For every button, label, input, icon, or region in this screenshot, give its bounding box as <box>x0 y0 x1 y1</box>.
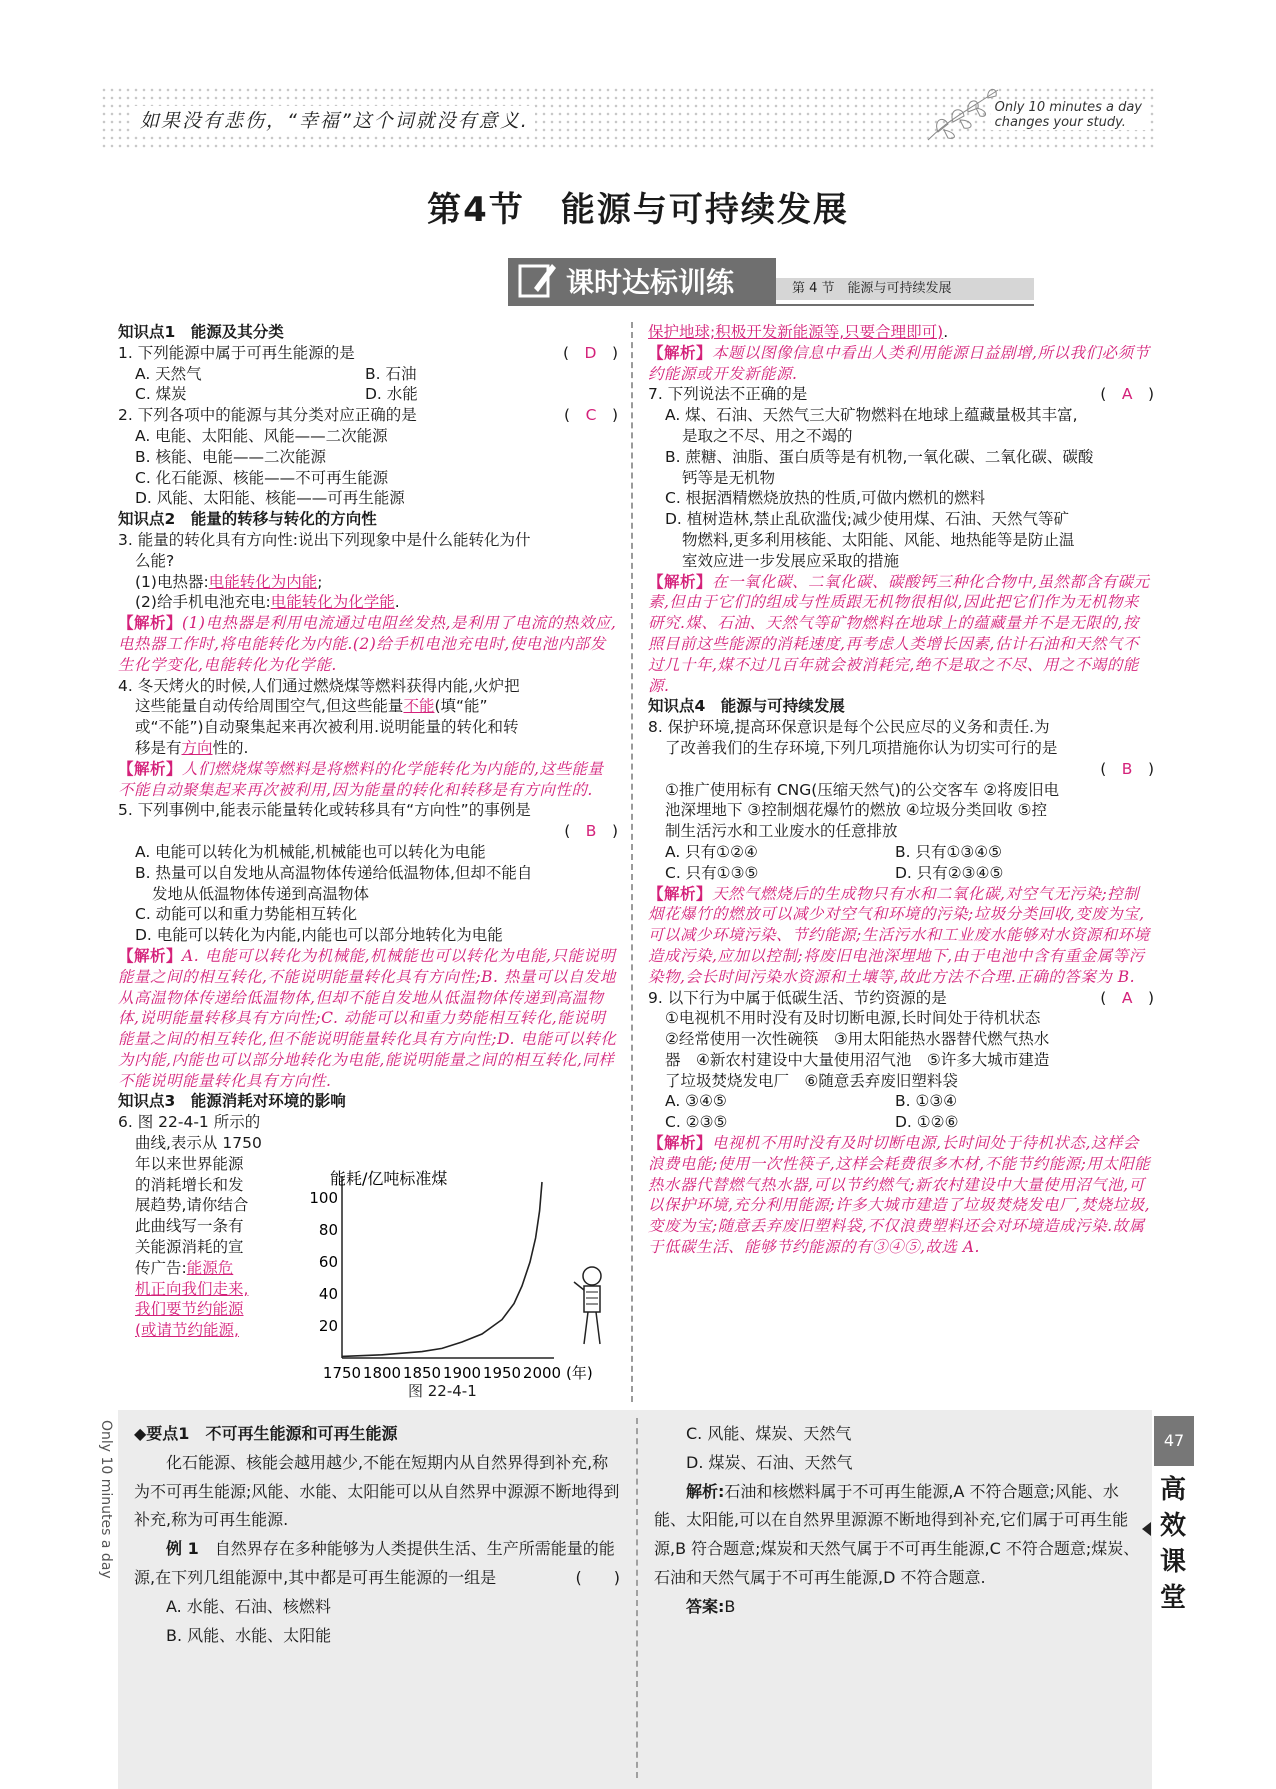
q3-explanation-text: (1)电热器是利用电流通过电阻丝发热,是利用了电流的热效应,电热器工作时,将电能转化为内能.(2)给手机电池充电时,使电池内部发生化学变化,电能转化为化学能. <box>118 614 617 674</box>
q8-options-row1 <box>648 842 1154 863</box>
q1-option-a: A. 天然气 <box>135 364 202 383</box>
example-option-c: C. 风能、煤炭、天然气 <box>686 1424 852 1443</box>
x-tick-label: 1900 <box>442 1364 482 1382</box>
key-point-paragraph: 化石能源、核能会越用越少,不能在短期内从自然界得到补充,称为不可再生能源;风能、水能、太阳能可以从自然界中源源不断地得到补充,称为可再生能源. <box>134 1452 620 1530</box>
q8-option-c: C. 只有①③⑤ <box>665 863 759 882</box>
q6-continued: 保护地球;积极开发新能源等,只要合理即可). <box>648 323 949 341</box>
example-answer <box>654 1593 1144 1622</box>
header-motto: 如果没有悲伤，“幸福”这个词就没有意义. <box>134 106 535 133</box>
banner-subtitle: 第 4 节 能源与可持续发展 <box>776 278 1034 300</box>
q1-options-row2 <box>118 384 618 405</box>
question-7-answer: ( A ) <box>1100 385 1154 404</box>
question-3-line1: 3. 能量的转化具有方向性:说出下列现象中是什么能转化为什 <box>118 530 531 549</box>
q4-line2-text: 这些能量自动传给周围空气,但这些能量 <box>135 697 404 716</box>
q7-choice: A <box>1121 385 1133 404</box>
q1-option-b: B. 石油 <box>365 364 417 383</box>
question-4-line1: 4. 冬天烤火的时候,人们通过燃烧煤等燃料获得内能,火炉把 <box>118 676 520 695</box>
question-4-line4 <box>118 738 618 759</box>
q7-option-d-line1: D. 植树造林,禁止乱砍滥伐;减少使用煤、石油、天然气等矿 <box>665 510 1069 529</box>
question-2 <box>118 405 618 426</box>
q8-option-b: B. 只有①③④⑤ <box>895 842 1003 861</box>
person-illustration-icon <box>574 1267 601 1344</box>
q9-options-row1 <box>648 1091 1154 1112</box>
q6-line2: 曲线,表示从 1750 <box>135 1134 262 1153</box>
q7-option-b-line2: 钙等是无机物 <box>682 468 776 487</box>
q5-option-b-line1: B. 热量可以自发地从高温物体传递给低温物体,但却不能自 <box>135 863 533 882</box>
q1-options-row1 <box>118 364 618 385</box>
q9-explanation <box>648 1133 1154 1258</box>
q8-line3: ①推广使用标有 CNG(压缩天然气)的公交客车 ②将废旧电 <box>665 780 1060 799</box>
question-9 <box>648 988 1154 1009</box>
y-tick-label: 60 <box>318 1253 338 1271</box>
q7-option-b-line1: B. 蔗糖、油脂、蛋白质等是有机物,一氧化碳、二氧化碳、碳酸 <box>665 447 1094 466</box>
explanation-tag: 【解析】 <box>648 884 713 903</box>
q2-option-c: C. 化石能源、核能——不可再生能源 <box>135 468 389 487</box>
page-title: 第4节 能源与可持续发展 <box>427 190 849 230</box>
q6-line7: 关能源消耗的宣 <box>135 1238 244 1257</box>
q1-option-d: D. 水能 <box>365 385 418 404</box>
q5-option-a: A. 电能可以转化为机械能,机械能也可以转化为电能 <box>135 842 486 861</box>
analysis-text: 石油和核燃料属于不可再生能源,A 不符合题意;风能、水能、太阳能,可以在自然界里源源不断地得到补充,它们属于可再生能源,B 符合题意;煤炭和天然气属于不可再生能源,C 不符合题意;煤炭、石油和天然气属于不可再生能源,D 不符合题意. <box>654 1481 1140 1587</box>
y-tick-label: 40 <box>318 1285 338 1303</box>
q7-explanation-text: 在一氧化碳、二氧化碳、碳酸钙三种化合物中,虽然都含有碳元素,但由于它们的组成与性质跟无机物很相似,因此把它们作为无机物来研究.煤、石油、天然气等矿物燃料在地球上的蕴藏量并不是无限的,按照目前这些能源的消耗速度,再考虑人类增长因素,估计石油和天然气不过几十年,煤不过几百年就会被消耗完,绝不是取之不尽、用之不竭的能源. <box>648 572 1150 695</box>
q9-option-c: C. ②③⑤ <box>665 1113 728 1132</box>
q9-choice: A <box>1121 988 1133 1007</box>
knowledge-point-2: 知识点2 能量的转移与转化的方向性 <box>118 510 377 529</box>
q6-explanation <box>648 343 1154 385</box>
question-9-text: 9. 以下行为中属于低碳生活、节约资源的是 <box>648 988 947 1007</box>
q7-option-a-line2: 是取之不尽、用之不竭的 <box>682 426 853 445</box>
key-point-heading: ◆要点1 不可再生能源和可再生能源 <box>134 1424 398 1443</box>
explanation-tag: 【解析】 <box>118 946 183 965</box>
q6-line4: 的消耗增长和发 <box>135 1175 244 1194</box>
knowledge-point-1: 知识点1 能源及其分类 <box>118 323 284 341</box>
example-text: 自然界存在多种能够为人类提供生活、生产所需能量的能源,在下列几组能源中,其中都是可再生能源的一组是 <box>134 1539 615 1587</box>
key-point-left <box>134 1420 620 1650</box>
q6-answer-1: 能源危 <box>186 1258 234 1277</box>
banner-underline <box>508 304 1034 306</box>
example-label: 例 1 <box>166 1539 199 1559</box>
q2-option-a: A. 电能、太阳能、风能——二次能源 <box>135 426 388 445</box>
y-axis-label: 能耗/亿吨标准煤 <box>330 1169 448 1188</box>
right-column <box>648 322 1154 1258</box>
x-tick-label: 1950 <box>482 1364 522 1382</box>
q4-answer-1: 不能 <box>403 697 435 716</box>
q2-option-d: D. 风能、太阳能、核能——可再生能源 <box>135 489 405 508</box>
q3-part2-label: (2)给手机电池充电: <box>135 593 271 612</box>
q4-line4-tail: 性的. <box>212 738 249 757</box>
q7-option-c: C. 根据酒精燃烧放热的性质,可做内燃机的燃料 <box>665 489 986 508</box>
q6-line8 <box>118 1258 293 1279</box>
q2-choice: C <box>585 406 597 425</box>
q4-answer-2: 方向 <box>181 738 213 757</box>
q8-line2: 了改善我们的生存环境,下列几项措施你认为切实可行的是 <box>665 738 1058 757</box>
question-3-part1: (1)电热器:电能转化为内能; <box>135 572 323 591</box>
q5-explanation <box>118 946 618 1092</box>
q1-choice: D <box>584 343 597 362</box>
q2-option-b: B. 核能、电能——二次能源 <box>135 447 326 466</box>
q5-choice: B <box>585 822 597 841</box>
q8-explanation-text: 天然气燃烧后的生成物只有水和二氧化碳,对空气无污染;控制烟花爆竹的燃放可以减少对空气和环境的污染;垃圾分类回收,变废为宝,可以减少环境污染、节约能源;生活污水和工业废水能够对水资源和环境造成污染,应加以控制;将废旧电池深埋地下,由于电池中含有重金属等污染物,会长时间污染水资源和土壤等,故此方法不合理.正确的答案为 B. <box>648 884 1150 986</box>
q6-explanation-text: 本题以图像信息中看出人类利用能源日益剧增,所以我们必须节约能源或开发新能源. <box>648 343 1150 383</box>
example-1 <box>134 1535 620 1593</box>
q6-line5: 展趋势,请你结合 <box>135 1196 249 1215</box>
question-2-answer: ( C ) <box>564 406 618 425</box>
header-band <box>100 86 1158 148</box>
q7-explanation <box>648 572 1154 697</box>
header-english <box>991 100 1146 130</box>
energy-chart <box>300 1158 630 1408</box>
explanation-tag: 【解析】 <box>118 614 183 633</box>
knowledge-point-4: 知识点4 能源与可持续发展 <box>648 697 845 716</box>
header-english-line1: Only 10 minutes a day <box>994 100 1142 115</box>
question-4-line2 <box>118 696 618 717</box>
q7-option-d-line3: 室效应进一步发展应采取的措施 <box>682 551 900 570</box>
q8-explanation <box>648 884 1154 988</box>
question-5: 5. 下列事例中,能表示能量转化或转移具有“方向性”的事例是 <box>118 801 531 820</box>
y-tick-label: 20 <box>318 1317 338 1335</box>
explanation-tag: 【解析】 <box>118 759 183 778</box>
q6-line6: 此曲线写一条有 <box>135 1217 244 1236</box>
triangle-marker-icon <box>1142 1522 1151 1536</box>
knowledge-point-3: 知识点3 能源消耗对环境的影响 <box>118 1092 346 1111</box>
question-1-text: 1. 下列能源中属于可再生能源的是 <box>118 343 355 362</box>
question-5-answer: ( B ) <box>564 822 618 841</box>
q4-line4-text: 移是有 <box>135 738 182 757</box>
answer-label: 答案: <box>686 1596 725 1616</box>
q7-option-d-line2: 物燃料,更多利用核能、太阳能、风能、地热能等是防止温 <box>682 530 1075 549</box>
side-chinese-label: 高效课堂 <box>1160 1475 1187 1613</box>
example-option-d: D. 煤炭、石油、天然气 <box>686 1452 853 1472</box>
q6-line3: 年以来世界能源 <box>135 1154 244 1173</box>
question-1-answer: ( D ) <box>562 343 618 362</box>
question-8-answer: ( B ) <box>1100 759 1154 778</box>
energy-chart-svg <box>300 1158 630 1408</box>
x-tick-label: 2000 <box>522 1364 562 1382</box>
q7-option-a-line1: A. 煤、石油、天然气三大矿物燃料在地球上蕴藏量极其丰富, <box>665 406 1078 425</box>
question-4-line3: 或“不能”)自动聚集起来再次被利用.说明能量的转化和转 <box>135 718 519 737</box>
q6-line8-text: 传广告: <box>135 1258 187 1277</box>
q6-answer-continued: 保护地球;积极开发新能源等,只要合理即可) <box>648 323 944 341</box>
q6-answer-3: 我们要节约能源 <box>135 1300 244 1319</box>
q8-option-a: A. 只有①②④ <box>665 842 758 861</box>
q3-part2-answer: 电能转化为化学能 <box>270 593 395 612</box>
q9-option-b: B. ①③④ <box>895 1092 958 1111</box>
example-answer-blank: ( ) <box>575 1567 620 1587</box>
figure-caption: 图 22-4-1 <box>408 1382 477 1400</box>
question-3-line2: 么能? <box>135 551 175 570</box>
q5-explanation-text: A. 电能可以转化为机械能,机械能也可以转化为电能,只能说明能量之间的相互转化,不能说明能量转化具有方向性;B. 热量可以自发地从高温物体传递给低温物体,但却不能自发地从低温物体传递到高温物体,说明能量转移具有方向性;C. 动能可以和重力势能相互转化,能说明能量之间的相互转化,但不能说明能量转化具有方向性;D. 电能可以转化为内能,内能也可以部分地转化为电能,能说明能量之间的相互转化,同样不能说明能量转化具有方向性. <box>118 946 617 1090</box>
answer-value: B <box>724 1596 736 1616</box>
side-english-text: Only 10 minutes a day <box>98 1420 114 1579</box>
x-tick-label: 1800 <box>362 1364 402 1382</box>
consumption-line <box>342 1182 542 1356</box>
section-banner <box>508 258 776 304</box>
question-3-part2: (2)给手机电池充电:电能转化为化学能. <box>135 593 400 612</box>
analysis-label: 解析: <box>686 1481 725 1501</box>
q3-explanation <box>118 613 618 675</box>
page-number: 47 <box>1154 1416 1194 1466</box>
explanation-tag: 【解析】 <box>648 1134 713 1153</box>
q8-choice: B <box>1121 759 1133 778</box>
q4-line2-tail: (填“能” <box>434 697 488 716</box>
y-tick-label: 100 <box>309 1189 338 1207</box>
x-tick-label: 1750 <box>322 1364 362 1382</box>
q9-explanation-text: 电视机不用时没有及时切断电源,长时间处于待机状态,这样会浪费电能;使用一次性筷子,这样会耗费很多木材,不能节约能源;用太阳能热水器代替燃气热水器,可以节约燃气;新农村建设中大量使用沼气池,可以保护环境,充分利用能源;许多大城市建造了垃圾焚烧发电厂,焚烧垃圾,变废为宝;随意丢弃废旧塑料袋,不仅浪费塑料还会对环境造成污染.故属于低碳生活、能够节约能源的有③④⑤,故选 A. <box>648 1134 1151 1257</box>
q9-option-d: D. ①②⑥ <box>895 1113 959 1132</box>
q4-explanation <box>118 759 618 801</box>
q8-options-row2 <box>648 863 1154 884</box>
column-divider <box>631 322 633 1402</box>
bottom-divider <box>636 1418 638 1778</box>
q3-part1-answer: 电能转化为内能 <box>208 572 318 591</box>
x-axis-label: (年) <box>566 1364 593 1382</box>
question-2-text: 2. 下列各项中的能源与其分类对应正确的是 <box>118 406 417 425</box>
banner-label: 课时达标训练 <box>566 266 735 299</box>
q5-option-d: D. 电能可以转化为内能,内能也可以部分地转化为电能 <box>135 926 503 945</box>
explanation-tag: 【解析】 <box>648 343 713 362</box>
q4-explanation-text: 人们燃烧煤等燃料是将燃料的化学能转化为内能的,这些能量不能自动聚集起来再次被利用,因为能量的转化和转移是有方向性的. <box>118 759 604 799</box>
key-point-right <box>654 1420 1144 1622</box>
question-1 <box>118 343 618 364</box>
q5-option-c: C. 动能可以和重力势能相互转化 <box>135 905 358 924</box>
y-tick-label: 80 <box>318 1221 338 1239</box>
q9-line1: ①电视机不用时没有及时切断电源,长时间处于待机状态 <box>665 1009 1041 1028</box>
example-analysis <box>654 1478 1144 1593</box>
q8-line5: 制生活污水和工业废水的任意排放 <box>665 822 898 841</box>
question-6 <box>118 1112 293 1341</box>
example-option-a: A. 水能、石油、核燃料 <box>166 1596 331 1616</box>
q6-line1: 6. 图 22-4-1 所示的 <box>118 1113 261 1132</box>
q6-answer-4: (或请节约能源, <box>135 1321 239 1340</box>
question-9-answer: ( A ) <box>1100 988 1154 1007</box>
q9-options-row2 <box>648 1112 1154 1133</box>
q9-line2: ②经常使用一次性碗筷 ③用太阳能热水器替代燃气热水 <box>665 1030 1050 1049</box>
question-7 <box>648 384 1154 405</box>
q5-option-b-line2: 发地从低温物体传递到高温物体 <box>152 884 370 903</box>
q9-option-a: A. ③④⑤ <box>665 1092 727 1111</box>
q3-part1-label: (1)电热器: <box>135 572 209 591</box>
q9-line4: 了垃圾焚烧发电厂 ⑥随意丢弃废旧塑料袋 <box>665 1071 958 1090</box>
q6-answer-2: 机正向我们走来, <box>135 1279 249 1298</box>
x-tick-label: 1850 <box>402 1364 442 1382</box>
q8-line4: 池深埋地下 ③控制烟花爆竹的燃放 ④垃圾分类回收 ⑤控 <box>665 801 1047 820</box>
example-option-b: B. 风能、水能、太阳能 <box>166 1625 332 1645</box>
question-7-text: 7. 下列说法不正确的是 <box>648 385 808 404</box>
explanation-tag: 【解析】 <box>648 572 713 591</box>
header-english-line2: changes your study. <box>994 115 1126 130</box>
q1-option-c: C. 煤炭 <box>135 385 187 404</box>
q8-option-d: D. 只有②③④⑤ <box>895 863 1004 882</box>
pencil-icon <box>514 258 560 304</box>
q8-line1: 8. 保护环境,提高环保意识是每个公民应尽的义务和责任.为 <box>648 718 1050 737</box>
q9-line3: 器 ④新农村建设中大量使用沼气池 ⑤许多大城市建造 <box>665 1050 1050 1069</box>
